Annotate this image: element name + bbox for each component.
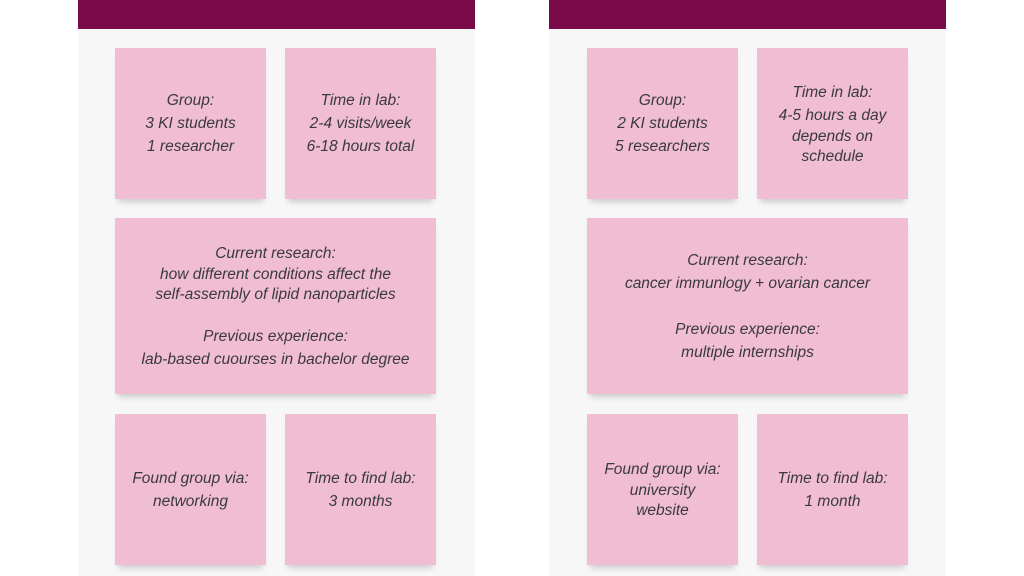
time-in-lab-line-3: schedule: [801, 147, 864, 165]
found-group-title: Found group via:: [132, 469, 249, 487]
time-to-find-note: [285, 414, 436, 565]
found-group-note: [115, 414, 266, 565]
current-research-title: Current research:: [215, 244, 336, 262]
header-bar: [549, 0, 946, 29]
time-in-lab-note: [285, 48, 436, 199]
time-to-find-note: [757, 414, 908, 565]
research-note: [587, 218, 908, 394]
current-research-line-2: self-assembly of lipid nanoparticles: [155, 285, 396, 303]
right-profile-panel: [549, 0, 946, 576]
current-research-line-1: how different conditions affect the: [160, 265, 391, 283]
left-profile-panel: [78, 0, 475, 576]
previous-experience-title: Previous experience:: [675, 320, 820, 338]
research-note: [115, 218, 436, 394]
found-group-title: Found group via:: [604, 461, 721, 478]
header-bar: [78, 0, 475, 29]
group-line-1: 2 KI students: [617, 115, 708, 132]
time-to-find-line-1: 1 month: [804, 492, 861, 510]
found-group-line-1: university: [629, 482, 696, 499]
found-group-line-2: website: [636, 502, 689, 519]
previous-experience-line-1: multiple internships: [681, 343, 814, 361]
group-title: Group:: [638, 92, 687, 109]
previous-experience-line-1: lab-based cuourses in bachelor degree: [141, 350, 410, 368]
time-to-find-line-1: 3 months: [328, 492, 393, 510]
time-in-lab-line-2: 6-18 hours total: [306, 138, 415, 155]
time-in-lab-title: Time in lab:: [792, 83, 873, 101]
time-in-lab-line-2: depends on: [791, 127, 874, 145]
current-research-title: Current research:: [687, 251, 808, 269]
previous-experience-title: Previous experience:: [203, 327, 348, 345]
group-note: [115, 48, 266, 199]
found-group-note: [587, 414, 738, 565]
time-in-lab-note: [757, 48, 908, 199]
group-title: Group:: [166, 92, 215, 109]
time-in-lab-title: Time in lab:: [320, 92, 401, 109]
time-to-find-title: Time to find lab:: [777, 469, 888, 487]
time-to-find-title: Time to find lab:: [305, 469, 416, 487]
group-note: [587, 48, 738, 199]
group-line-2: 5 researchers: [615, 138, 710, 155]
found-group-line-1: networking: [153, 492, 228, 510]
time-in-lab-line-1: 2-4 visits/week: [309, 115, 412, 132]
time-in-lab-line-1: 4-5 hours a day: [778, 106, 887, 124]
current-research-line-1: cancer immunlogy + ovarian cancer: [624, 274, 871, 292]
group-line-1: 3 KI students: [145, 115, 236, 132]
group-line-2: 1 researcher: [146, 138, 234, 155]
